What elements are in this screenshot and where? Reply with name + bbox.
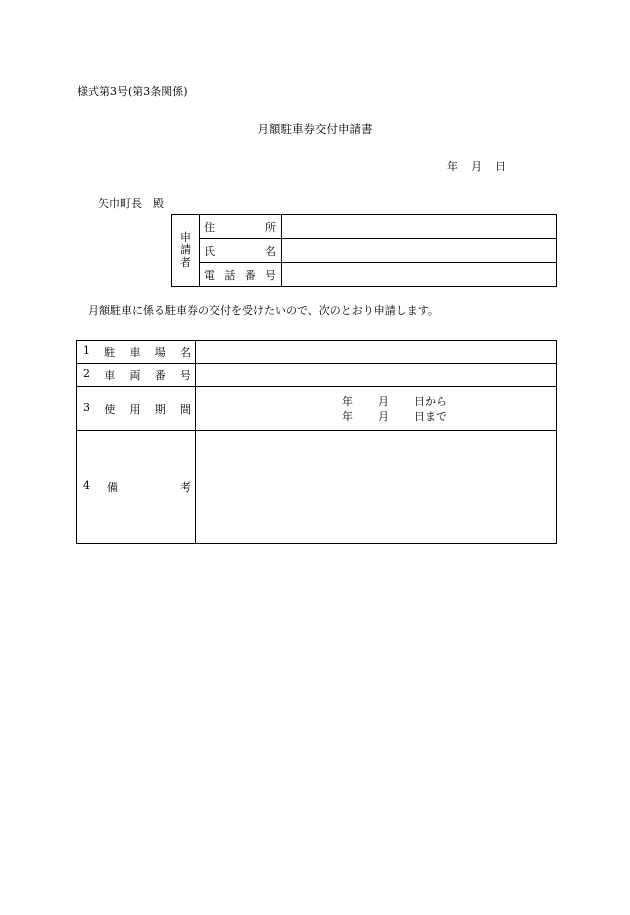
phone-field[interactable] (282, 263, 557, 287)
remarks-field[interactable] (196, 431, 557, 544)
name-label: 氏 名 (200, 239, 282, 263)
page-title: 月額駐車券交付申請書 (257, 122, 373, 136)
form-number: 様式第3号(第3条関係) (77, 85, 188, 98)
period-from: 年 月 日から (342, 394, 447, 408)
vehicle-number-field[interactable] (196, 364, 557, 387)
phone-label: 電 話 番 号 (200, 263, 282, 287)
parking-name-label: 1 駐 車 場 名 (77, 341, 196, 364)
applicant-side-label (172, 215, 200, 287)
applicant-table (171, 214, 557, 287)
side-char: 者 (180, 255, 191, 269)
application-items-table (76, 340, 557, 544)
address-field[interactable] (282, 215, 557, 239)
date-line (447, 161, 506, 172)
intro-text: 月額駐車に係る駐車券の交付を受けたいので、次のとおり申請します。 (88, 304, 439, 317)
period-to: 年 月 日まで (342, 409, 447, 423)
remarks-label: 4 備 考 (77, 431, 196, 544)
side-char: 請 (180, 243, 191, 257)
date-day: 日 (495, 160, 506, 173)
date-month: 月 (471, 160, 482, 173)
date-year: 年 (447, 160, 458, 173)
side-char: 申 (180, 231, 191, 245)
usage-period-field[interactable] (196, 387, 557, 431)
address-label: 住 所 (200, 215, 282, 239)
name-field[interactable] (282, 239, 557, 263)
parking-name-field[interactable] (196, 341, 557, 364)
addressee: 矢巾町長 殿 (98, 197, 164, 210)
usage-period-label: 3 使 用 期 間 (77, 387, 196, 431)
vehicle-number-label: 2 車 両 番 号 (77, 364, 196, 387)
